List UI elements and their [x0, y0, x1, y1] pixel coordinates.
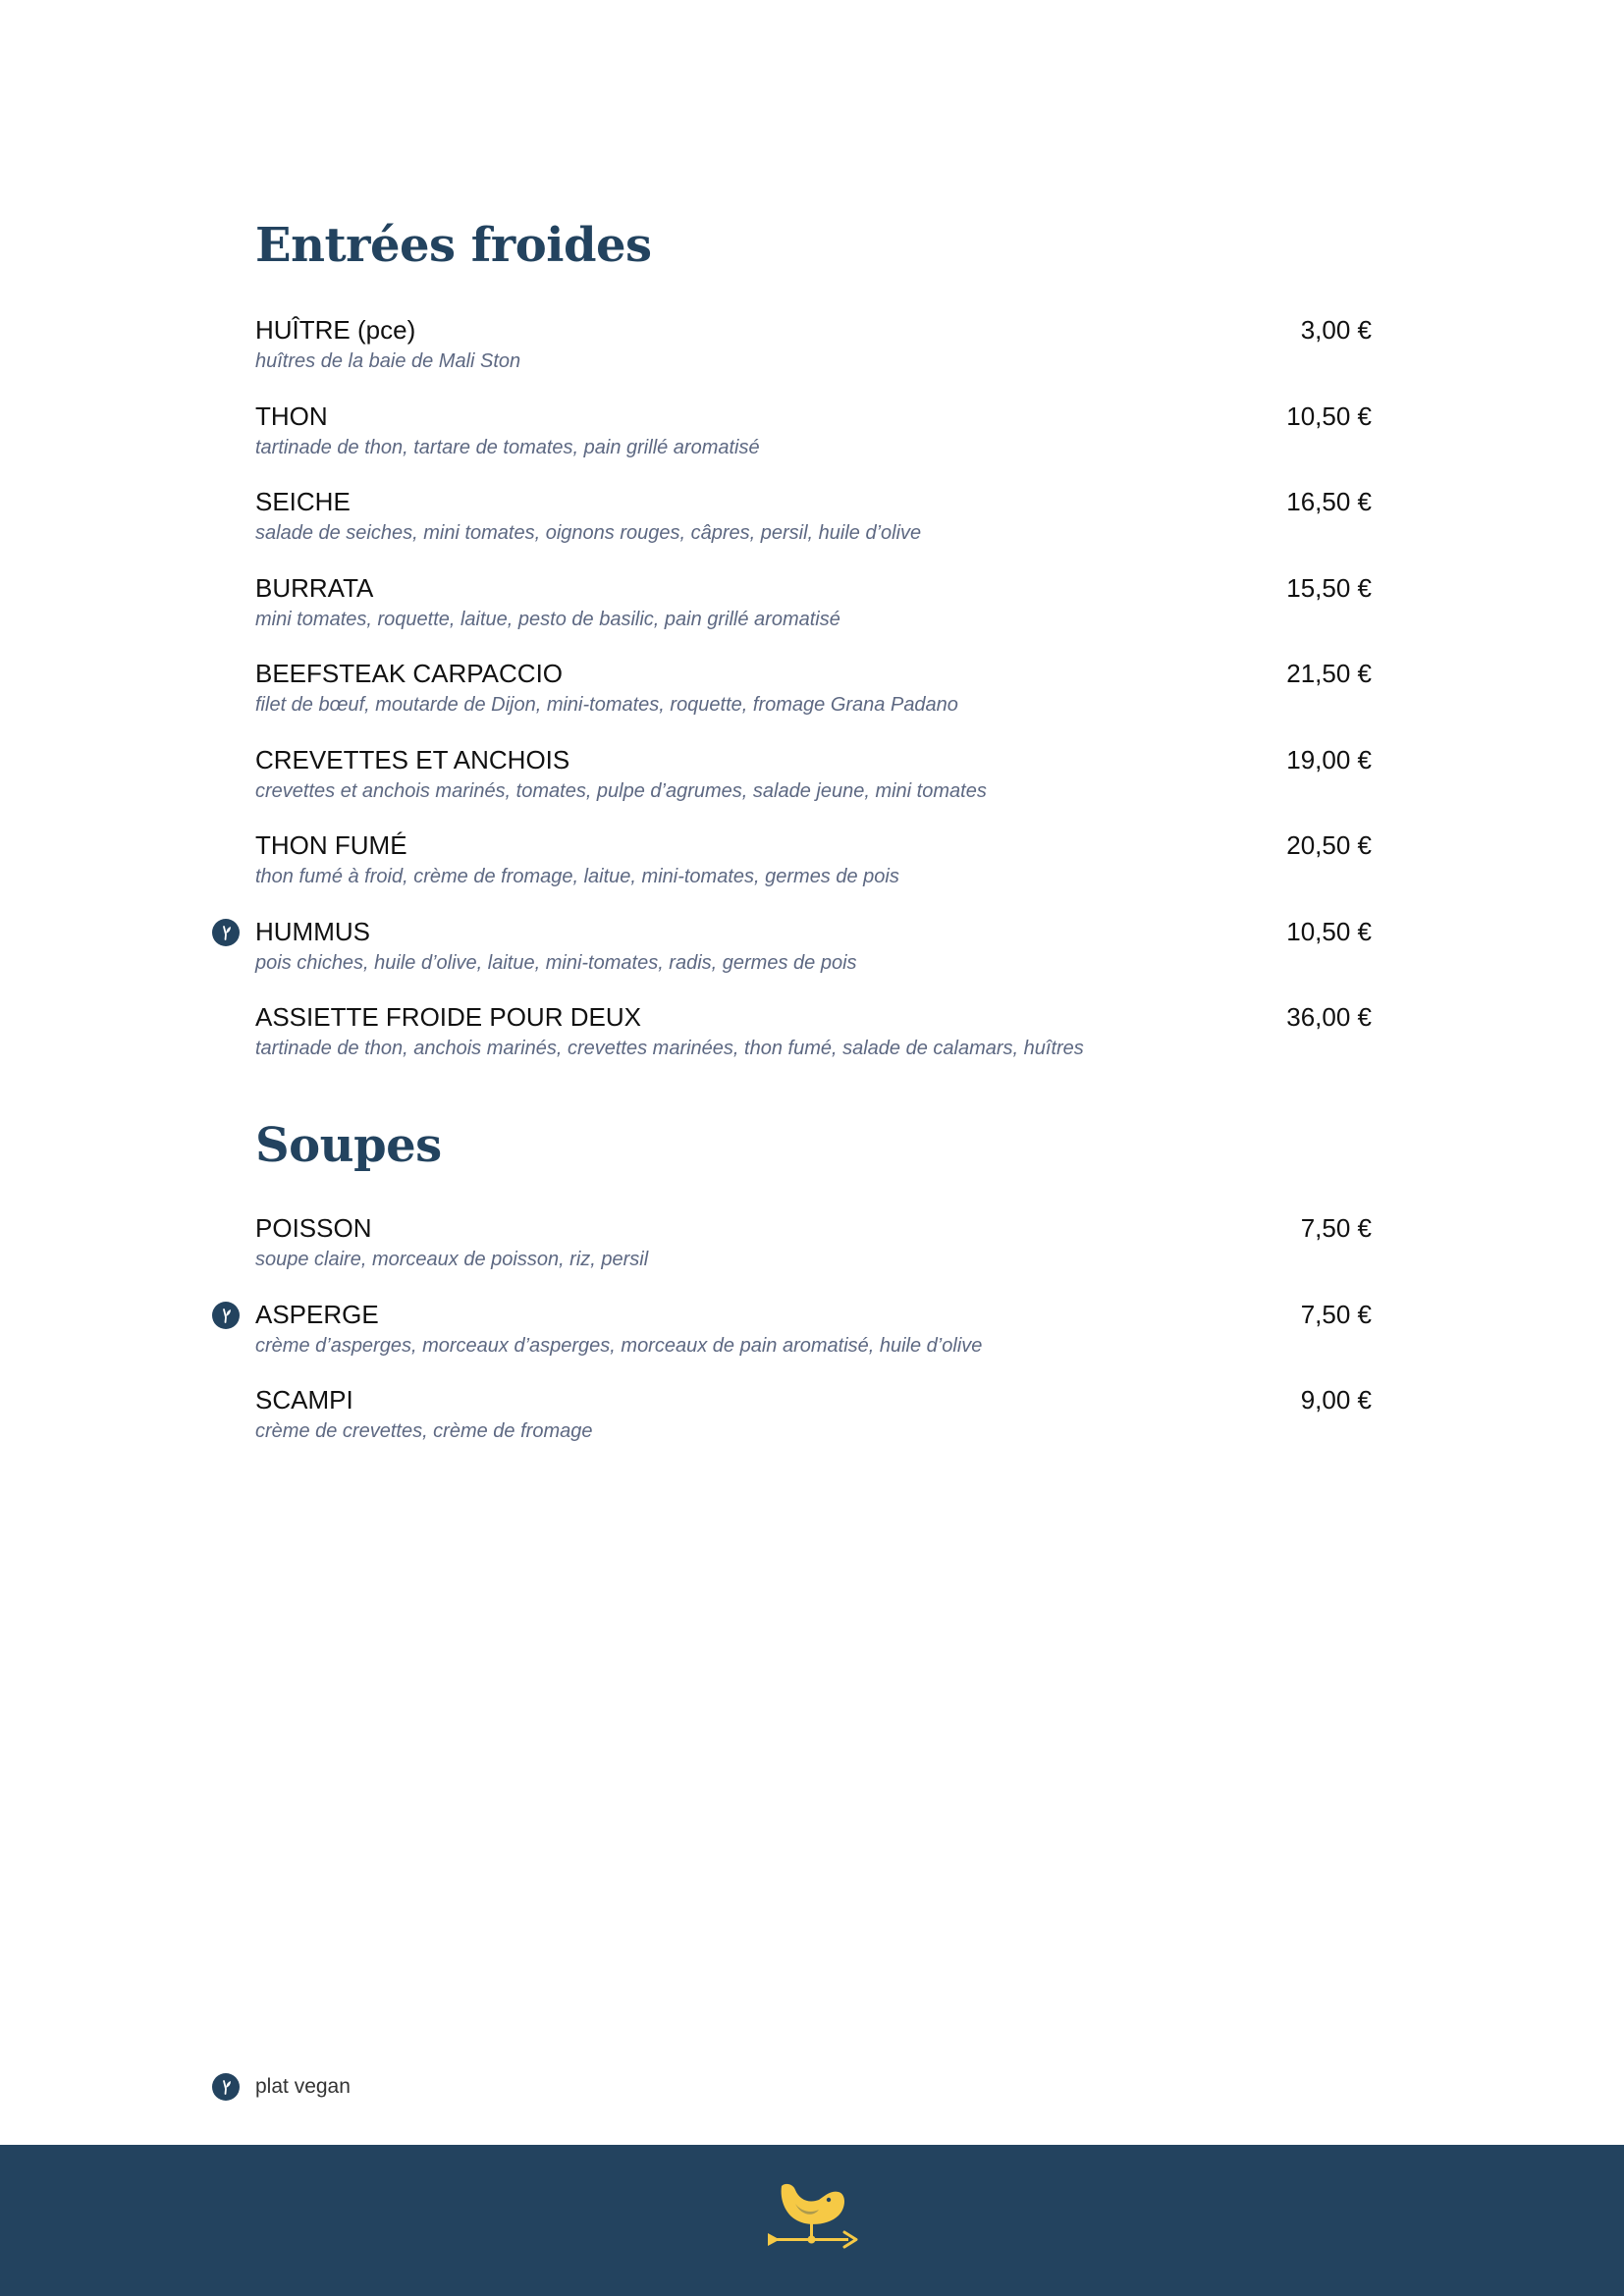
menu-item — [255, 314, 1372, 393]
item-name: THON — [255, 401, 328, 431]
vegan-leaf-icon — [212, 2073, 240, 2101]
item-price: 19,00 € — [1286, 745, 1372, 774]
item-price: 10,50 € — [1286, 917, 1372, 946]
item-description: pois chiches, huile d’olive, laitue, mini-tomates, radis, germes de pois — [255, 952, 857, 974]
item-name: BEEFSTEAK CARPACCIO — [255, 659, 564, 688]
menu-item — [255, 1299, 1372, 1377]
section-title-soupes: Soupes — [255, 1118, 442, 1173]
item-name: BURRATA — [255, 573, 374, 603]
item-description: filet de bœuf, moutarde de Dijon, mini-tomates, roquette, fromage Grana Padano — [255, 694, 958, 716]
menu-item — [255, 486, 1372, 564]
item-price: 21,50 € — [1286, 659, 1372, 688]
menu-item — [255, 572, 1372, 651]
item-name: SCAMPI — [255, 1385, 353, 1415]
item-description: soupe claire, morceaux de poisson, riz, persil — [255, 1249, 649, 1270]
menu-item — [255, 1001, 1372, 1080]
item-price: 7,50 € — [1300, 1213, 1372, 1243]
legend-label: plat vegan — [255, 2075, 351, 2098]
item-description: crème d’asperges, morceaux d’asperges, morceaux de pain aromatisé, huile d’olive — [255, 1335, 983, 1357]
menu-item — [255, 658, 1372, 736]
item-price: 16,50 € — [1286, 487, 1372, 516]
item-description: tartinade de thon, tartare de tomates, pain grillé aromatisé — [255, 437, 760, 458]
vegan-leaf-icon — [212, 919, 240, 946]
item-description: mini tomates, roquette, laitue, pesto de basilic, pain grillé aromatisé — [255, 609, 840, 630]
menu-item — [255, 1384, 1372, 1463]
item-name: ASSIETTE FROIDE POUR DEUX — [255, 1002, 641, 1032]
item-description: salade de seiches, mini tomates, oignons rouges, câpres, persil, huile d’olive — [255, 522, 922, 544]
menu-item — [255, 400, 1372, 479]
item-price: 3,00 € — [1300, 315, 1372, 345]
menu-item — [255, 1212, 1372, 1291]
item-price: 20,50 € — [1286, 830, 1372, 860]
item-name: CREVETTES ET ANCHOIS — [255, 745, 570, 774]
item-description: tartinade de thon, anchois marinés, crevettes marinées, thon fumé, salade de calamars, huîtres — [255, 1038, 1084, 1059]
weathervane-bird-logo — [766, 2178, 858, 2257]
menu-item — [255, 829, 1372, 908]
item-name: POISSON — [255, 1213, 372, 1243]
item-description: crème de crevettes, crème de fromage — [255, 1420, 593, 1442]
item-price: 15,50 € — [1286, 573, 1372, 603]
item-price: 7,50 € — [1300, 1300, 1372, 1329]
item-price: 9,00 € — [1300, 1385, 1372, 1415]
item-name: HUÎTRE (pce) — [255, 315, 416, 345]
item-price: 36,00 € — [1286, 1002, 1372, 1032]
item-name: SEICHE — [255, 487, 351, 516]
item-name: THON FUMÉ — [255, 830, 407, 860]
item-description: crevettes et anchois marinés, tomates, pulpe d’agrumes, salade jeune, mini tomates — [255, 780, 987, 802]
footer-bar — [0, 2145, 1624, 2296]
item-name: ASPERGE — [255, 1300, 379, 1329]
item-description: huîtres de la baie de Mali Ston — [255, 350, 521, 372]
menu-item — [255, 744, 1372, 823]
menu-item — [255, 916, 1372, 994]
section-title-entrees-froides: Entrées froides — [255, 218, 652, 273]
item-description: thon fumé à froid, crème de fromage, laitue, mini-tomates, germes de pois — [255, 866, 899, 887]
item-name: HUMMUS — [255, 917, 370, 946]
item-price: 10,50 € — [1286, 401, 1372, 431]
vegan-leaf-icon — [212, 1302, 240, 1329]
